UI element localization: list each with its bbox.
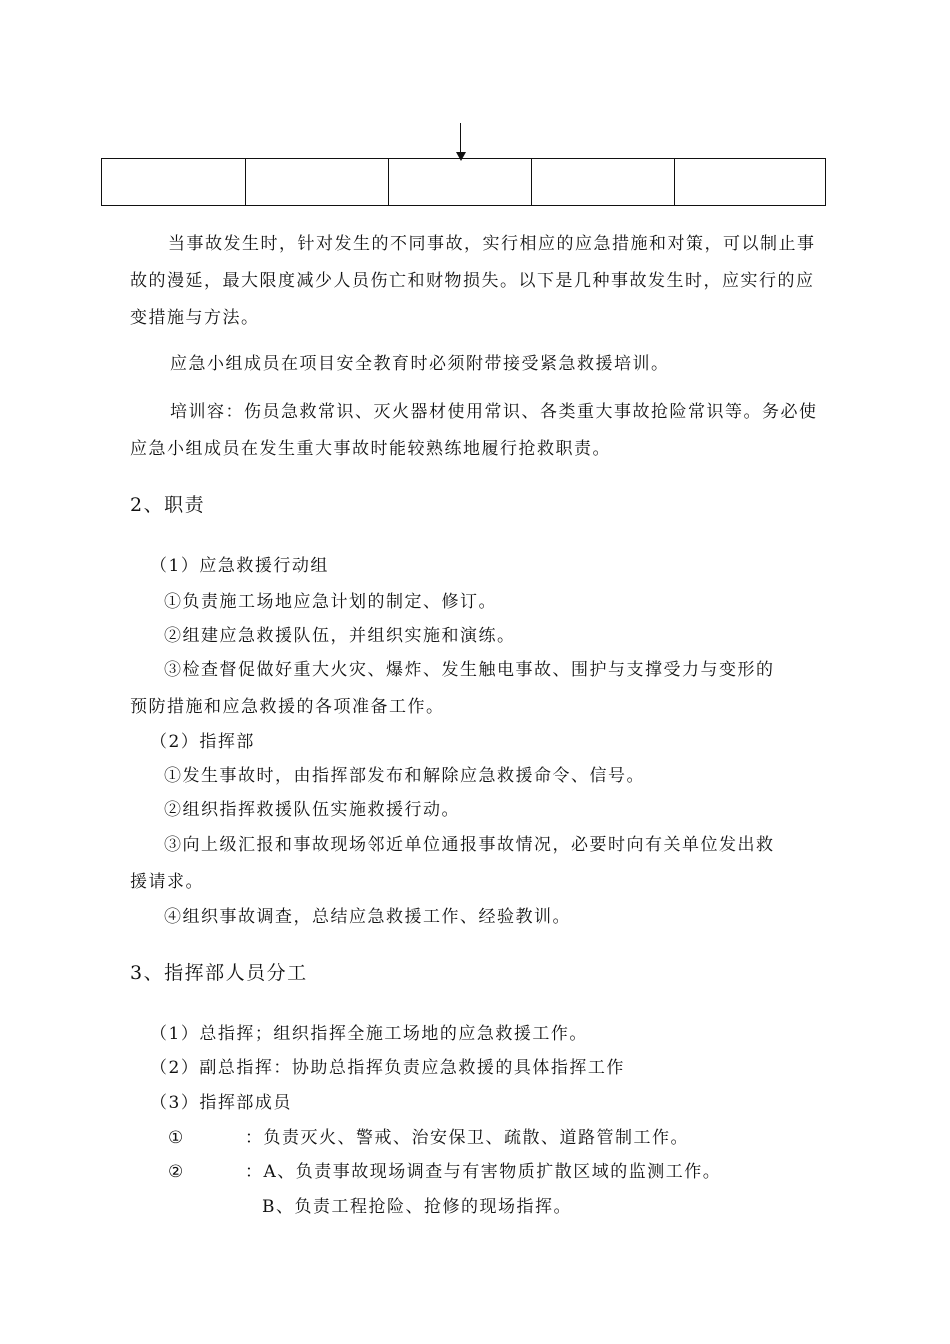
section-2-heading: 2、职责 xyxy=(130,494,206,516)
group-2-item-4: ④组织事故调查，总结应急救援工作、经验教训。 xyxy=(164,907,571,927)
member-1-duty: ：负责灭火、警戒、治安保卫、疏散、道路管制工作。 xyxy=(245,1128,689,1148)
group-1-item-3-line-2: 预防措施和应急救援的各项准备工作。 xyxy=(130,697,445,717)
flowchart-box-divider xyxy=(674,159,675,205)
intro-paragraph-3-line-2: 应急小组成员在发生重大事故时能较熟练地履行抢救职责。 xyxy=(130,439,611,459)
intro-paragraph-1-line-1: 当事故发生时，针对发生的不同事故，实行相应的应急措施和对策，可以制止事 xyxy=(168,234,816,254)
role-members: （3）指挥部成员 xyxy=(150,1093,292,1113)
group-1-item-3-line-1: ③检查督促做好重大火灾、爆炸、发生触电事故、围护与支撑受力与变形的 xyxy=(164,660,775,680)
group-2-item-2: ②组织指挥救援队伍实施救援行动。 xyxy=(164,800,460,820)
section-3-heading: 3、指挥部人员分工 xyxy=(130,962,308,984)
intro-paragraph-1-line-2: 故的漫延，最大限度减少人员伤亡和财物损失。以下是几种事故发生时，应实行的应 xyxy=(130,271,815,291)
role-commander: （1）总指挥；组织指挥全施工场地的应急救援工作。 xyxy=(150,1024,588,1044)
group-1-title: （1）应急救援行动组 xyxy=(150,556,329,576)
group-1-item-2: ②组建应急救援队伍，并组织实施和演练。 xyxy=(164,626,516,646)
member-2-duty-b: B、负责工程抢险、抢修的现场指挥。 xyxy=(262,1197,572,1217)
flowchart-arrow-line xyxy=(460,123,461,154)
flowchart-box-divider xyxy=(531,159,532,205)
flowchart-box-divider xyxy=(245,159,246,205)
group-2-item-3-line-1: ③向上级汇报和事故现场邻近单位通报事故情况，必要时向有关单位发出救 xyxy=(164,835,775,855)
member-2-number: ② xyxy=(168,1162,185,1182)
intro-paragraph-3-line-1: 培训容：伤员急救常识、灭火器材使用常识、各类重大事故抢险常识等。务必使 xyxy=(170,402,818,422)
group-1-item-1: ①负责施工场地应急计划的制定、修订。 xyxy=(164,592,497,612)
role-deputy-commander: （2）副总指挥：协助总指挥负责应急救援的具体指挥工作 xyxy=(150,1058,625,1078)
group-2-item-1: ①发生事故时，由指挥部发布和解除应急救援命令、信号。 xyxy=(164,766,645,786)
member-2-duty-a: ：A、负责事故现场调查与有害物质扩散区域的监测工作。 xyxy=(245,1162,722,1182)
flowchart-box-divider xyxy=(388,159,389,205)
group-2-title: （2）指挥部 xyxy=(150,732,255,752)
member-1-number: ① xyxy=(168,1128,185,1148)
flowchart-box-row xyxy=(101,158,826,206)
intro-paragraph-2: 应急小组成员在项目安全教育时必须附带接受紧急救援培训。 xyxy=(170,354,670,374)
group-2-item-3-line-2: 援请求。 xyxy=(130,872,204,892)
intro-paragraph-1-line-3: 变措施与方法。 xyxy=(130,308,260,328)
